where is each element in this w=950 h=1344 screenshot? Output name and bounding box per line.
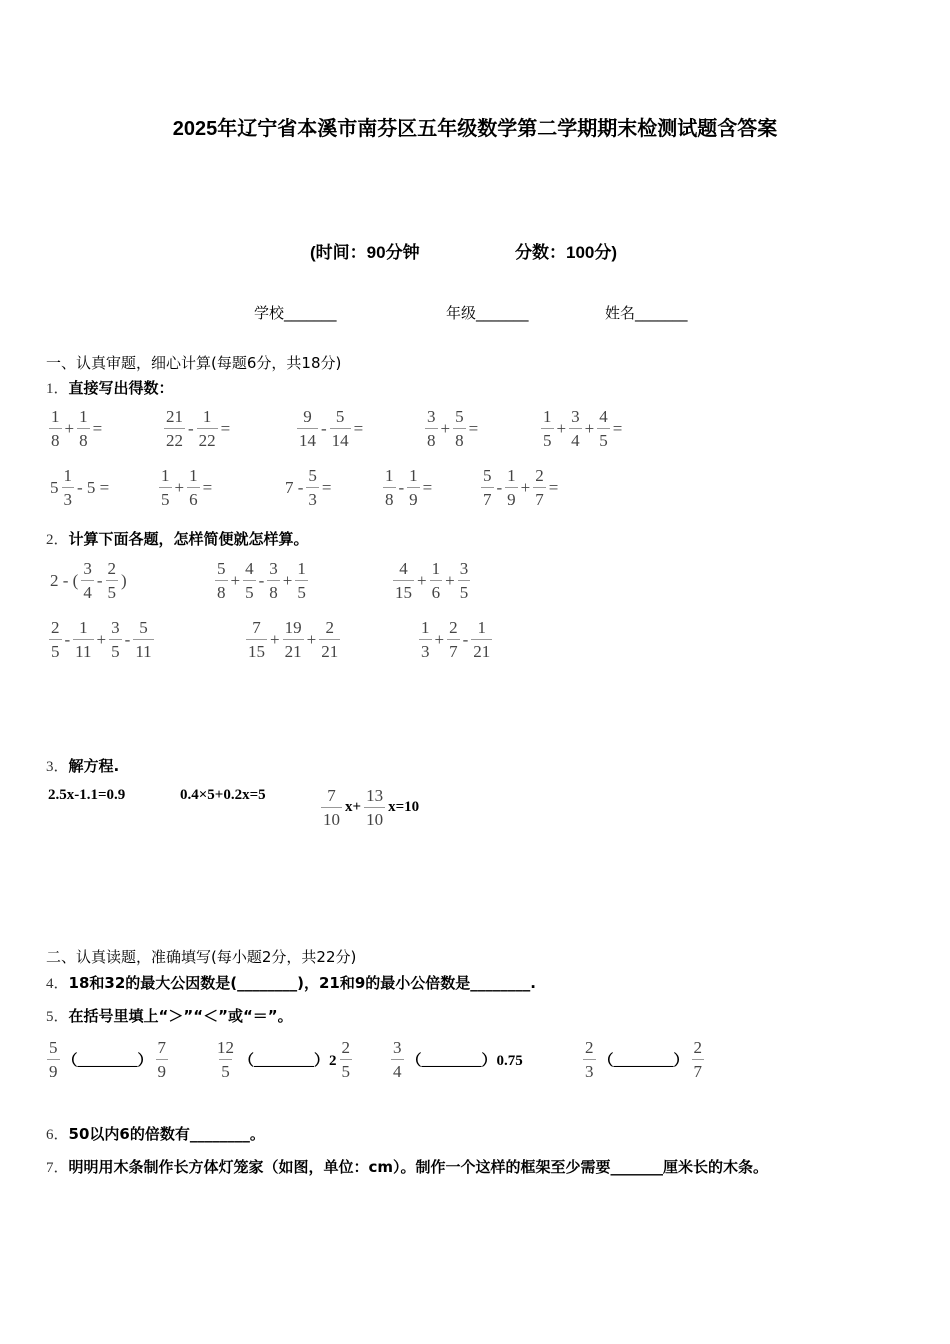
numerator: 1 — [79, 618, 88, 637]
math-expression — [158, 467, 214, 508]
math-expression — [283, 467, 334, 508]
question-number: 6． — [46, 1127, 69, 1143]
operator: + — [96, 629, 107, 649]
math-expression — [46, 1039, 169, 1080]
math-expression — [540, 408, 624, 449]
fraction — [453, 408, 466, 449]
denominator: 22 — [164, 428, 185, 449]
math-expression — [48, 560, 129, 601]
question-2 — [46, 528, 309, 549]
numerator: 1 — [421, 618, 430, 637]
numerator: 7 — [252, 618, 261, 637]
grade-field[interactable]: 年级_______ — [446, 304, 529, 322]
fraction — [187, 467, 200, 508]
math-expression — [214, 560, 309, 601]
question-text: 计算下面各题，怎样简便就怎样算。 — [68, 530, 309, 548]
fraction — [77, 408, 90, 449]
denominator: 15 — [246, 639, 267, 660]
math-expression — [390, 1039, 525, 1080]
math-expression — [418, 619, 493, 660]
numerator: 1 — [79, 407, 88, 426]
operator: + — [306, 629, 317, 649]
operator: = — [321, 477, 332, 497]
operator: + — [440, 418, 451, 438]
math-expression — [424, 408, 480, 449]
question-text: 解方程. — [68, 757, 120, 775]
numerator: 5 — [455, 407, 464, 426]
fraction — [319, 619, 340, 660]
operator: - 5 = — [77, 477, 110, 497]
question-number: 2． — [46, 532, 69, 548]
denominator: 5 — [597, 428, 610, 449]
denominator: 8 — [49, 428, 62, 449]
operator: + — [174, 477, 185, 497]
fraction — [430, 560, 443, 601]
question-text: 50以内6的倍数有________。 — [68, 1125, 265, 1143]
operator: = — [422, 477, 433, 497]
question-7 — [46, 1156, 768, 1177]
operator: - — [321, 418, 327, 438]
operator: + — [445, 570, 455, 590]
operator: + — [417, 570, 427, 590]
fraction — [246, 619, 267, 660]
expression-text: 2.5x-1.1=0.9 — [48, 787, 126, 803]
fraction — [481, 467, 494, 508]
fraction — [215, 560, 228, 601]
numerator: 1 — [477, 618, 487, 637]
numerator: 9 — [303, 407, 312, 426]
numerator: 4 — [599, 407, 608, 426]
numerator: 1 — [543, 407, 552, 426]
math-expression — [582, 1039, 705, 1080]
denominator: 21 — [471, 639, 492, 660]
question-number: 7． — [46, 1160, 69, 1176]
numerator: 5 — [335, 407, 345, 426]
operator: - — [258, 570, 265, 590]
fraction — [159, 467, 172, 508]
math-expression — [296, 408, 365, 449]
denominator: 21 — [319, 639, 340, 660]
denominator: 8 — [383, 487, 396, 508]
numerator: 2 — [325, 618, 334, 637]
denominator: 5 — [243, 580, 256, 601]
operator: - — [96, 570, 103, 590]
denominator: 15 — [393, 580, 414, 601]
numerator: 7 — [157, 1038, 167, 1057]
denominator: 14 — [297, 428, 318, 449]
operator: - — [462, 629, 469, 649]
exam-score: 分数：100分) — [515, 243, 618, 262]
fraction — [243, 560, 256, 601]
fraction — [471, 619, 492, 660]
operator: = — [353, 418, 364, 438]
expression-text: （________）2 — [239, 1053, 337, 1069]
fraction — [425, 408, 438, 449]
fraction — [597, 408, 610, 449]
numerator: 3 — [427, 407, 436, 426]
denominator: 6 — [187, 487, 200, 508]
numerator: 2 — [341, 1038, 351, 1057]
numerator: 3 — [111, 618, 120, 637]
operator: + — [556, 418, 567, 438]
fraction — [49, 408, 62, 449]
operator: + — [282, 570, 293, 590]
operator: + — [434, 629, 445, 649]
operator: + — [270, 629, 280, 649]
denominator: 3 — [306, 487, 319, 508]
math-expression — [178, 787, 268, 804]
fraction — [133, 619, 153, 660]
denominator: 9 — [407, 487, 420, 508]
operator: = — [202, 477, 213, 497]
section-2-heading: 二、认真读题，准确填写(每小题2分，共22分) — [46, 948, 357, 966]
denominator: 7 — [481, 487, 494, 508]
question-4 — [46, 972, 536, 993]
math-expression — [163, 408, 232, 449]
numerator: 3 — [571, 407, 580, 426]
question-number: 4． — [46, 976, 69, 992]
fraction — [106, 560, 119, 601]
operator: = — [548, 477, 559, 497]
fraction — [447, 619, 460, 660]
operator: + — [64, 418, 75, 438]
fraction — [583, 1039, 596, 1080]
fraction — [62, 467, 75, 508]
expression-text: 0.4×5+0.2x=5 — [180, 787, 266, 803]
question-5 — [46, 1005, 293, 1026]
fraction — [283, 619, 304, 660]
question-text: 直接写出得数： — [68, 379, 174, 397]
numerator: 1 — [63, 466, 72, 485]
math-expression — [480, 467, 560, 508]
operator: = — [612, 418, 623, 438]
numerator: 3 — [269, 559, 278, 578]
denominator: 7 — [447, 639, 460, 660]
fraction — [533, 467, 546, 508]
numerator: 3 — [83, 559, 92, 578]
operator: + — [584, 418, 595, 438]
expression-text: x+ — [345, 799, 362, 815]
question-number: 5． — [46, 1009, 69, 1025]
numerator: 7 — [327, 786, 336, 805]
operator: - — [496, 477, 503, 497]
numerator: 5 — [49, 1038, 58, 1057]
numerator: 4 — [245, 559, 254, 578]
denominator: 11 — [133, 639, 153, 660]
fraction — [321, 787, 342, 828]
denominator: 5 — [106, 580, 119, 601]
question-number: 3． — [46, 759, 69, 775]
operator: 7 - — [285, 477, 304, 497]
question-text: 在括号里填上“＞”“＜”或“＝”。 — [68, 1007, 293, 1025]
denominator: 5 — [159, 487, 172, 508]
denominator: 21 — [283, 639, 304, 660]
numerator: 3 — [393, 1038, 402, 1057]
math-expression — [214, 1039, 353, 1080]
operator: - — [64, 629, 71, 649]
fraction — [73, 619, 93, 660]
fraction — [215, 1039, 236, 1080]
numerator: 1 — [507, 466, 516, 485]
fraction — [47, 1039, 60, 1080]
denominator: 22 — [197, 428, 218, 449]
school-field[interactable]: 学校_______ — [254, 304, 337, 322]
fraction — [330, 408, 351, 449]
question-text: 明明用木条制作长方体灯笼家（如图，单位：cm）。制作一个这样的框架至少需要_______厘米长的木条。 — [68, 1158, 769, 1176]
math-expression — [320, 787, 421, 828]
numerator: 2 — [51, 618, 60, 637]
denominator: 5 — [49, 639, 62, 660]
fraction — [156, 1039, 169, 1080]
fraction — [569, 408, 582, 449]
fraction — [458, 560, 471, 601]
name-field[interactable]: 姓名_______ — [605, 304, 688, 322]
numerator: 1 — [385, 466, 394, 485]
numerator: 1 — [202, 407, 212, 426]
numerator: 5 — [308, 466, 317, 485]
expression-text: x=10 — [388, 799, 420, 815]
fraction — [306, 467, 319, 508]
denominator: 7 — [692, 1059, 705, 1080]
question-text: 18和32的最大公因数是(________)，21和9的最小公倍数是________. — [68, 974, 536, 992]
expression-text: （________）0.75 — [406, 1053, 523, 1069]
numerator: 4 — [399, 559, 408, 578]
operator: - — [124, 629, 131, 649]
operator: + — [230, 570, 241, 590]
denominator: 9 — [156, 1059, 169, 1080]
fraction — [364, 787, 385, 828]
exam-time: (时间：90分钟 — [310, 243, 420, 262]
denominator: 6 — [430, 580, 443, 601]
question-number: 1． — [46, 381, 69, 397]
denominator: 8 — [425, 428, 438, 449]
numerator: 2 — [585, 1038, 594, 1057]
fraction — [692, 1039, 705, 1080]
denominator: 10 — [321, 807, 342, 828]
denominator: 10 — [364, 807, 385, 828]
denominator: 7 — [533, 487, 546, 508]
denominator: 4 — [391, 1059, 404, 1080]
denominator: 9 — [47, 1059, 60, 1080]
fraction — [49, 619, 62, 660]
math-expression — [48, 467, 111, 508]
operator: - — [188, 418, 194, 438]
denominator: 11 — [73, 639, 93, 660]
fraction — [383, 467, 396, 508]
math-expression — [48, 408, 104, 449]
section-1-heading: 一、认真审题，细心计算(每题6分，共18分) — [46, 354, 342, 372]
numerator: 1 — [51, 407, 60, 426]
numerator: 2 — [449, 618, 458, 637]
math-expression — [382, 467, 434, 508]
denominator: 3 — [419, 639, 432, 660]
operator: ) — [121, 570, 127, 590]
fraction — [541, 408, 554, 449]
fraction — [197, 408, 218, 449]
fraction — [295, 560, 308, 601]
numerator: 1 — [431, 559, 441, 578]
fraction — [419, 619, 432, 660]
fraction — [505, 467, 518, 508]
fraction — [393, 560, 414, 601]
denominator: 5 — [295, 580, 308, 601]
numerator: 2 — [535, 466, 544, 485]
numerator: 12 — [217, 1038, 234, 1057]
denominator: 5 — [219, 1059, 232, 1080]
fraction — [81, 560, 94, 601]
denominator: 5 — [109, 639, 122, 660]
math-expression — [46, 787, 127, 804]
fraction — [267, 560, 280, 601]
denominator: 14 — [330, 428, 351, 449]
denominator: 8 — [215, 580, 228, 601]
fraction — [407, 467, 420, 508]
fraction — [340, 1039, 353, 1080]
numerator: 1 — [161, 466, 170, 485]
numerator: 2 — [693, 1038, 703, 1057]
denominator: 8 — [453, 428, 466, 449]
expression-text: （________） — [62, 1053, 153, 1069]
denominator: 8 — [267, 580, 280, 601]
denominator: 9 — [505, 487, 518, 508]
denominator: 5 — [458, 580, 471, 601]
numerator: 3 — [459, 559, 469, 578]
numerator: 13 — [366, 786, 384, 805]
math-expression — [245, 619, 341, 660]
page-title: 2025年辽宁省本溪市南芬区五年级数学第二学期期末检测试题含答案 — [172, 118, 778, 140]
expression-text: （________） — [598, 1053, 689, 1069]
fraction — [297, 408, 318, 449]
numerator: 5 — [483, 466, 492, 485]
fraction — [391, 1039, 404, 1080]
operator: = — [220, 418, 231, 438]
denominator: 3 — [62, 487, 75, 508]
numerator: 1 — [189, 466, 198, 485]
question-6 — [46, 1123, 265, 1144]
denominator: 4 — [569, 428, 582, 449]
numerator: 5 — [139, 618, 148, 637]
numerator: 21 — [166, 407, 183, 426]
numerator: 1 — [297, 559, 306, 578]
question-3 — [46, 755, 119, 776]
numerator: 19 — [284, 618, 302, 637]
numerator: 1 — [409, 466, 418, 485]
math-expression — [48, 619, 155, 660]
numerator: 2 — [107, 559, 116, 578]
operator: = — [92, 418, 103, 438]
fraction — [109, 619, 122, 660]
math-expression — [392, 560, 471, 601]
denominator: 5 — [340, 1059, 353, 1080]
operator: + — [520, 477, 531, 497]
denominator: 4 — [81, 580, 94, 601]
numerator: 5 — [217, 559, 226, 578]
operator: = — [468, 418, 479, 438]
denominator: 3 — [583, 1059, 596, 1080]
fraction — [164, 408, 185, 449]
operator: 2 - ( — [50, 570, 79, 590]
denominator: 8 — [77, 428, 90, 449]
question-1 — [46, 377, 174, 398]
operator: - — [398, 477, 405, 497]
operator: 5 — [50, 477, 59, 497]
denominator: 5 — [541, 428, 554, 449]
